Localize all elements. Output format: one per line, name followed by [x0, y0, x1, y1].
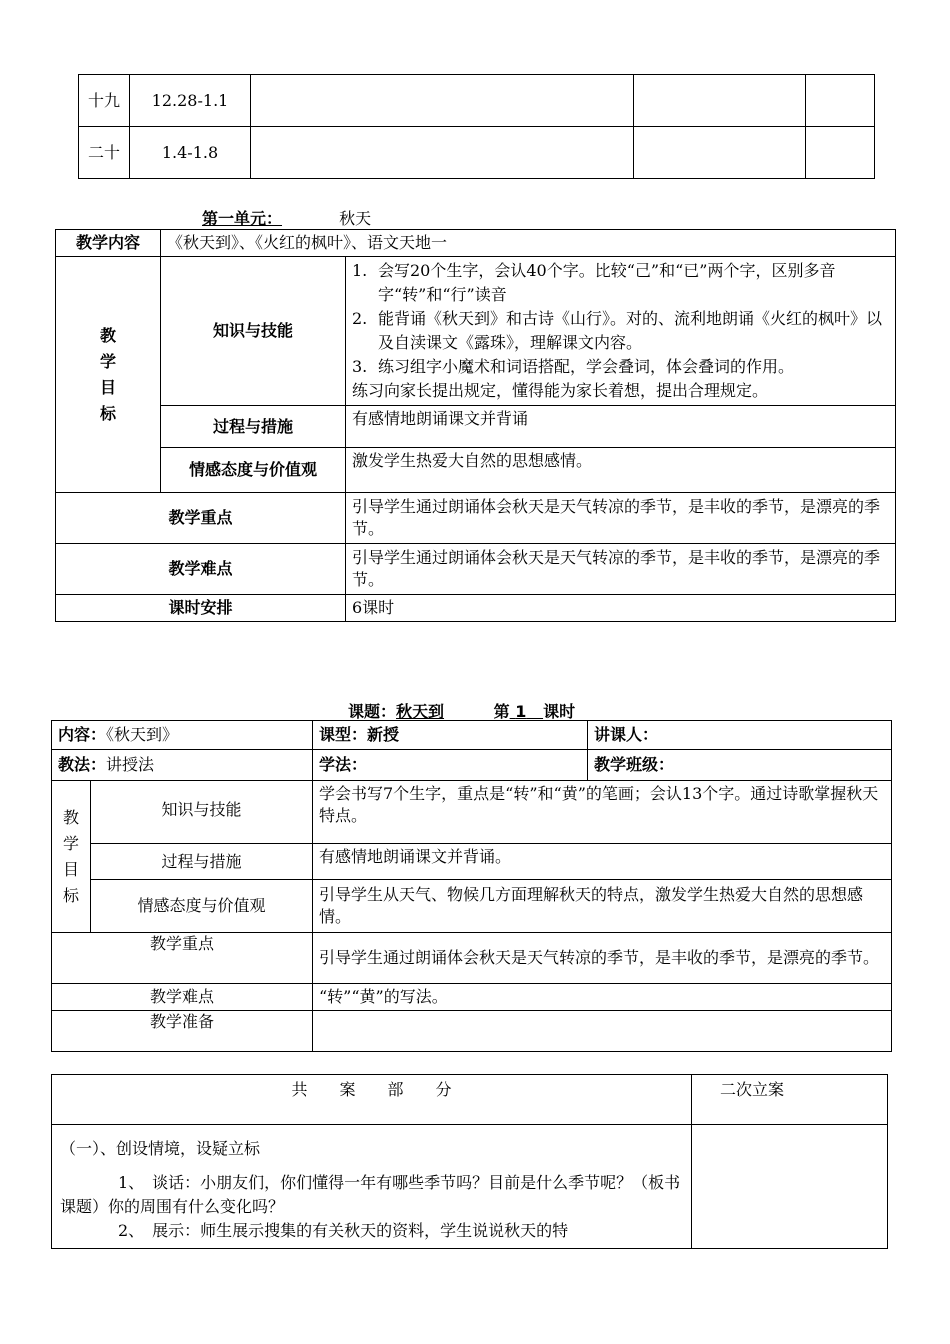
table-row — [56, 257, 896, 406]
study-method: 学法： — [313, 750, 588, 781]
content-value: 《秋天到》、《火红的枫叶》、语文天地一 — [161, 230, 896, 257]
teaching-class: 教学班级： — [588, 750, 892, 781]
table-row — [52, 984, 892, 1011]
table-row — [52, 750, 892, 781]
table-row — [56, 230, 896, 257]
plan-table — [51, 1074, 888, 1249]
unit-heading-label: 第一单元： — [202, 209, 283, 228]
lesson-type: 课型：新授 — [313, 721, 588, 750]
hours-label: 课时安排 — [56, 595, 346, 622]
knowledge-value — [346, 257, 896, 406]
table-row — [56, 493, 896, 544]
lesson-goals-label: 教学目标 — [52, 781, 91, 933]
emotion-value: 激发学生热爱大自然的思想感情。 — [346, 448, 896, 493]
lesson-knowledge-label: 知识与技能 — [91, 781, 313, 844]
table-row — [52, 933, 892, 984]
lesson-prep-label: 教学准备 — [52, 1011, 313, 1052]
table-row — [52, 1011, 892, 1052]
focus-label: 教学重点 — [56, 493, 346, 544]
lesson-knowledge-value: 学会书写7个生字，重点是“转”和“黄”的笔画；会认13个字。通过诗歌掌握秋天特点。 — [313, 781, 892, 844]
second-plan-body — [692, 1125, 888, 1249]
lecturer: 讲课人： — [588, 721, 892, 750]
difficulty-label: 教学难点 — [56, 544, 346, 595]
plan-item: 1、 谈话：小朋友们，你们懂得一年有哪些季节吗？目前是什么季节呢？（板书课题）你的周围有什么变化吗？ — [60, 1173, 681, 1216]
table-row — [79, 127, 875, 179]
lesson-focus-value: 引导学生通过朗诵体会秋天是天气转凉的季节，是丰收的季节，是漂亮的季节。 — [313, 933, 892, 984]
content-label: 教学内容 — [56, 230, 161, 257]
lesson-process-value: 有感情地朗诵课文并背诵。 — [313, 844, 892, 880]
list-item: 1. 会写20个生字，会认40个字。比较“己”和“已”两个字，区别多音字“转”和“行”读音 — [352, 261, 836, 304]
unit-table — [55, 229, 896, 622]
empty-cell — [251, 127, 634, 179]
knowledge-extra: 练习向家长提出规定，懂得能为家长着想，提出合理规定。 — [352, 381, 769, 400]
goals-label — [56, 257, 161, 493]
plan-item: 2、 展示：师生展示搜集的有关秋天的资料，学生说说秋天的特 — [118, 1221, 569, 1240]
lesson-process-label: 过程与措施 — [91, 844, 313, 880]
difficulty-value: 引导学生通过朗诵体会秋天是天气转凉的季节，是丰收的季节，是漂亮的季节。 — [346, 544, 896, 595]
empty-cell — [806, 75, 875, 127]
dates-cell: 1.4-1.8 — [130, 127, 251, 179]
lesson-emotion-label: 情感态度与价值观 — [91, 880, 313, 933]
lesson-title: 课题：秋天到 第 1 课时 — [348, 702, 576, 721]
lesson-emotion-value: 引导学生从天气、物候几方面理解秋天的特点，激发学生热爱大自然的思想感情。 — [313, 880, 892, 933]
table-row — [52, 1125, 888, 1249]
unit-heading — [202, 206, 371, 229]
table-row — [56, 406, 896, 448]
unit-heading-value: 秋天 — [339, 209, 372, 228]
list-item: 2. 能背诵《秋天到》和古诗《山行》。对的、流利地朗诵《火红的枫叶》以及自渎课文《露珠》，理解课文内容。 — [352, 309, 883, 352]
lesson-focus-label: 教学重点 — [52, 933, 313, 984]
dates-cell: 12.28-1.1 — [130, 75, 251, 127]
table-row — [79, 75, 875, 127]
table-row — [56, 448, 896, 493]
lesson-table — [51, 720, 892, 1052]
lesson-prep-value — [313, 1011, 892, 1052]
plan-section-title: （一）、创设情境，设疑立标 — [60, 1139, 261, 1158]
process-value: 有感情地朗诵课文并背诵 — [346, 406, 896, 448]
hours-value: 6课时 — [346, 595, 896, 622]
list-item: 3. 练习组字小魔术和词语搭配，学会叠词，体会叠词的作用。 — [352, 357, 795, 376]
lesson-difficulty-label: 教学难点 — [52, 984, 313, 1011]
lesson-content: 内容：《秋天到》 — [52, 721, 313, 750]
week-cell: 二十 — [79, 127, 130, 179]
table-row — [52, 880, 892, 933]
schedule-table — [78, 74, 875, 179]
table-row — [56, 544, 896, 595]
lesson-name: 秋天到 — [396, 702, 445, 721]
focus-value: 引导学生通过朗诵体会秋天是天气转凉的季节，是丰收的季节，是漂亮的季节。 — [346, 493, 896, 544]
table-row — [52, 1075, 888, 1125]
knowledge-label: 知识与技能 — [161, 257, 346, 406]
empty-cell — [806, 127, 875, 179]
empty-cell — [634, 75, 806, 127]
goals-label-text: 教学目标 — [99, 325, 116, 423]
second-plan-header: 二次立案 — [692, 1075, 888, 1125]
lesson-difficulty-value: “转”“黄”的写法。 — [313, 984, 892, 1011]
period-number: 1 — [515, 702, 527, 721]
plan-body — [52, 1125, 692, 1249]
table-row — [52, 781, 892, 844]
table-row — [52, 844, 892, 880]
emotion-label: 情感态度与价值观 — [161, 448, 346, 493]
empty-cell — [634, 127, 806, 179]
week-cell: 十九 — [79, 75, 130, 127]
process-label: 过程与措施 — [161, 406, 346, 448]
empty-cell — [251, 75, 634, 127]
table-row — [52, 721, 892, 750]
shared-plan-header: 共 案 部 分 — [52, 1075, 692, 1125]
table-row — [56, 595, 896, 622]
teaching-method: 教法：讲授法 — [52, 750, 313, 781]
